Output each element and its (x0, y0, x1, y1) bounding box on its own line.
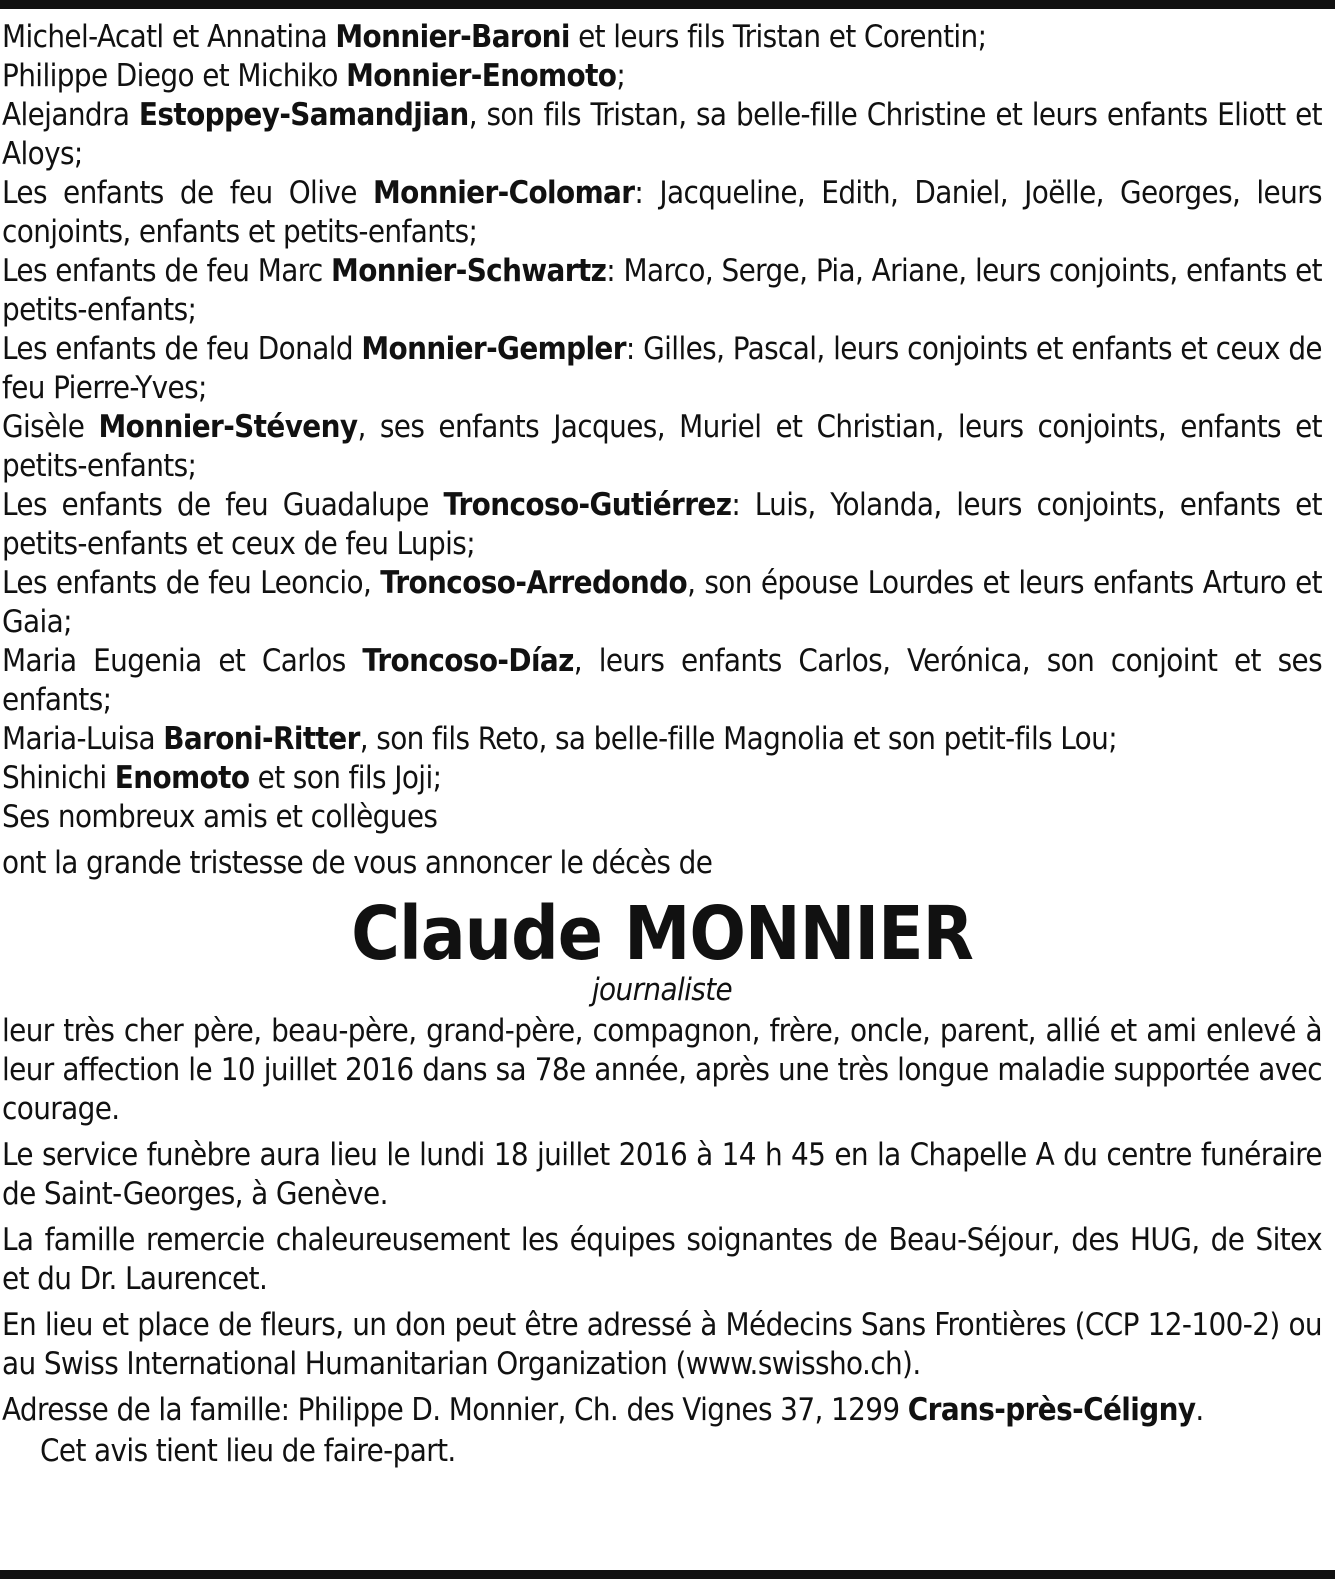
address-locality: Crans-près-Céligny (907, 1392, 1196, 1428)
funeral-service-paragraph: Le service funèbre aura lieu le lundi 18 juillet 2016 à 14 h 45 en la Chapelle A du centre funéraire de Saint-Georges, à Genève. (2, 1137, 1322, 1212)
family-entry: Les enfants de feu Marc Monnier-Schwartz: Marco, Serge, Pia, Ariane, leurs conjoints, enfants et petits-enfants; (2, 253, 1322, 328)
family-entry: Michel-Acatl et Annatina Monnier-Baroni et leurs fils Tristan et Corentin; (2, 19, 987, 55)
donation-paragraph: En lieu et place de fleurs, un don peut être adressé à Médecins Sans Frontières (CCP 12-100-2) ou au Swiss International Humanitarian Organization (www.swissho.ch). (2, 1307, 1322, 1382)
family-surname: Monnier-Stéveny (98, 409, 358, 445)
family-surname: Troncoso-Arredondo (380, 565, 688, 601)
family-surname: Monnier-Colomar (372, 175, 635, 211)
deceased-profession: journaliste (591, 972, 733, 1008)
family-entry: Ses nombreux amis et collègues (2, 799, 438, 835)
announcement-intro: ont la grande tristesse de vous annoncer le décès de (2, 845, 713, 881)
family-entry: Gisèle Monnier-Stéveny, ses enfants Jacques, Muriel et Christian, leurs conjoints, enfants et petits-enfants; (2, 409, 1322, 484)
family-list (2, 18, 1322, 837)
family-entry: Philippe Diego et Michiko Monnier-Enomoto; (2, 58, 626, 94)
tribute-paragraph: leur très cher père, beau-père, grand-père, compagnon, frère, oncle, parent, allié et ami enlevé à leur affection le 10 juillet 2016 dans sa 78e année, après une très longue maladie supportée avec courage. (2, 1013, 1322, 1127)
family-surname: Enomoto (114, 760, 250, 796)
thanks-paragraph: La famille remercie chaleureusement les équipes soignantes de Beau-Séjour, des HUG, de Sitex et du Dr. Laurencet. (2, 1222, 1322, 1297)
family-surname: Monnier-Schwartz (331, 253, 607, 289)
family-entry: Les enfants de feu Leoncio, Troncoso-Arredondo, son épouse Lourdes et leurs enfants Arturo et Gaia; (2, 565, 1322, 640)
family-entry: Maria Eugenia et Carlos Troncoso-Díaz, leurs enfants Carlos, Verónica, son conjoint et ses enfants; (2, 643, 1322, 718)
family-surname: Monnier-Enomoto (346, 58, 617, 94)
family-surname: Troncoso-Díaz (362, 643, 574, 679)
closing-note: Cet avis tient lieu de faire-part. (40, 1433, 456, 1469)
family-surname: Monnier-Gempler (361, 331, 626, 367)
family-entry: Shinichi Enomoto et son fils Joji; (2, 760, 442, 796)
deceased-name: Claude MONNIER (351, 891, 973, 977)
top-border-rule (0, 0, 1335, 9)
family-entry: Maria-Luisa Baroni-Ritter, son fils Reto, sa belle-fille Magnolia et son petit-fils Lou; (2, 721, 1118, 757)
family-surname: Troncoso-Gutiérrez (443, 487, 732, 523)
family-entry: Alejandra Estoppey-Samandjian, son fils Tristan, sa belle-fille Christine et leurs enfants Eliott et Aloys; (2, 97, 1322, 172)
family-entry: Les enfants de feu Olive Monnier-Colomar: Jacqueline, Edith, Daniel, Joëlle, Georges, leurs conjoints, enfants et petits-enfants; (2, 175, 1322, 250)
family-entry: Les enfants de feu Guadalupe Troncoso-Gutiérrez: Luis, Yolanda, leurs conjoints, enfants et petits-enfants et ceux de feu Lupis; (2, 487, 1322, 562)
family-entry: Les enfants de feu Donald Monnier-Gempler: Gilles, Pascal, leurs conjoints et enfants et ceux de feu Pierre-Yves; (2, 331, 1323, 406)
family-surname: Monnier-Baroni (335, 19, 570, 55)
family-surname: Estoppey-Samandjian (138, 97, 469, 133)
family-surname: Baroni-Ritter (163, 721, 360, 757)
bottom-border-rule (0, 1570, 1335, 1579)
obituary-notice (2, 18, 1322, 1471)
family-address: Adresse de la famille: Philippe D. Monnier, Ch. des Vignes 37, 1299 Crans-près-Céligny. (2, 1392, 1204, 1428)
